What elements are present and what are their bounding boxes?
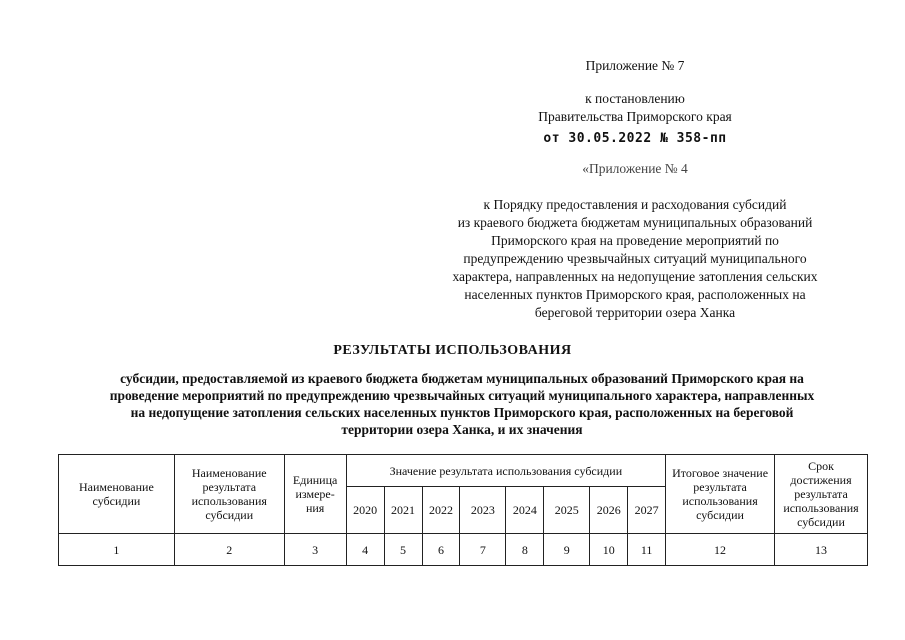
year-cell: 2022: [422, 487, 460, 534]
subtitle-line: территории озера Ханка, и их значения: [341, 422, 583, 437]
header-total-value: Итоговое значение результата использования субсидии: [666, 455, 775, 534]
year-cell: 2020: [346, 487, 384, 534]
order-line: предупреждению чрезвычайных ситуаций муниципального: [463, 251, 807, 266]
column-number-cell: 8: [506, 534, 544, 566]
order-line: населенных пунктов Приморского края, расположенных на: [464, 287, 806, 302]
column-number-cell: 12: [666, 534, 775, 566]
order-line: береговой территории озера Ханка: [534, 305, 736, 320]
column-number-cell: 11: [628, 534, 666, 566]
year-cell: 2025: [544, 487, 590, 534]
results-table: [58, 454, 868, 566]
column-number-cell: 1: [59, 534, 175, 566]
subtitle-line: субсидии, предоставляемой из краевого бюджета бюджетам муниципальных образований Приморского края на: [120, 371, 804, 386]
header-unit: Единица измере-ния: [284, 455, 346, 534]
decree-reference: [520, 90, 750, 126]
column-number-cell: 3: [284, 534, 346, 566]
year-cell: 2024: [506, 487, 544, 534]
table-header-row: [59, 455, 868, 487]
document-subtitle: [62, 370, 862, 438]
header-deadline: Срок достижения результата использования субсидии: [774, 455, 867, 534]
appendix4-label: «Приложение № 4: [582, 161, 688, 176]
subtitle-line: на недопущение затопления сельских населенных пунктов Приморского края, расположенных на береговой: [130, 405, 794, 420]
column-number-cell: 9: [544, 534, 590, 566]
document-title: РЕЗУЛЬТАТЫ ИСПОЛЬЗОВАНИЯ: [333, 343, 572, 358]
order-reference: [420, 196, 850, 322]
header-result-values: Значение результата использования субсидии: [346, 455, 666, 487]
order-line: характера, направленных на недопущение затопления сельских: [452, 269, 818, 284]
year-cell: 2027: [628, 487, 666, 534]
year-cell: 2023: [460, 487, 506, 534]
year-cell: 2021: [384, 487, 422, 534]
column-number-cell: 2: [174, 534, 284, 566]
header-subsidy-name: Наименование субсидии: [59, 455, 175, 534]
decree-line: Правительства Приморского края: [538, 109, 732, 124]
order-line: Приморского края на проведение мероприятий по: [491, 233, 779, 248]
year-cell: 2026: [590, 487, 628, 534]
column-number-cell: 6: [422, 534, 460, 566]
appendix-label: Приложение № 7: [585, 58, 685, 73]
column-number-cell: 13: [774, 534, 867, 566]
column-number-cell: 5: [384, 534, 422, 566]
subtitle-line: проведение мероприятий по предупреждению чрезвычайных ситуаций муниципального характера, направленных: [109, 388, 815, 403]
decree-line: к постановлению: [585, 91, 685, 106]
column-number-cell: 7: [460, 534, 506, 566]
table-row: [59, 534, 868, 566]
column-number-cell: 10: [590, 534, 628, 566]
header-result-name: Наименование результата использования субсидии: [174, 455, 284, 534]
order-line: из краевого бюджета бюджетам муниципальных образований: [457, 215, 813, 230]
order-line: к Порядку предоставления и расходования субсидий: [483, 197, 787, 212]
column-number-cell: 4: [346, 534, 384, 566]
decree-number-stamp: от 30.05.2022 № 358-пп: [543, 131, 727, 146]
